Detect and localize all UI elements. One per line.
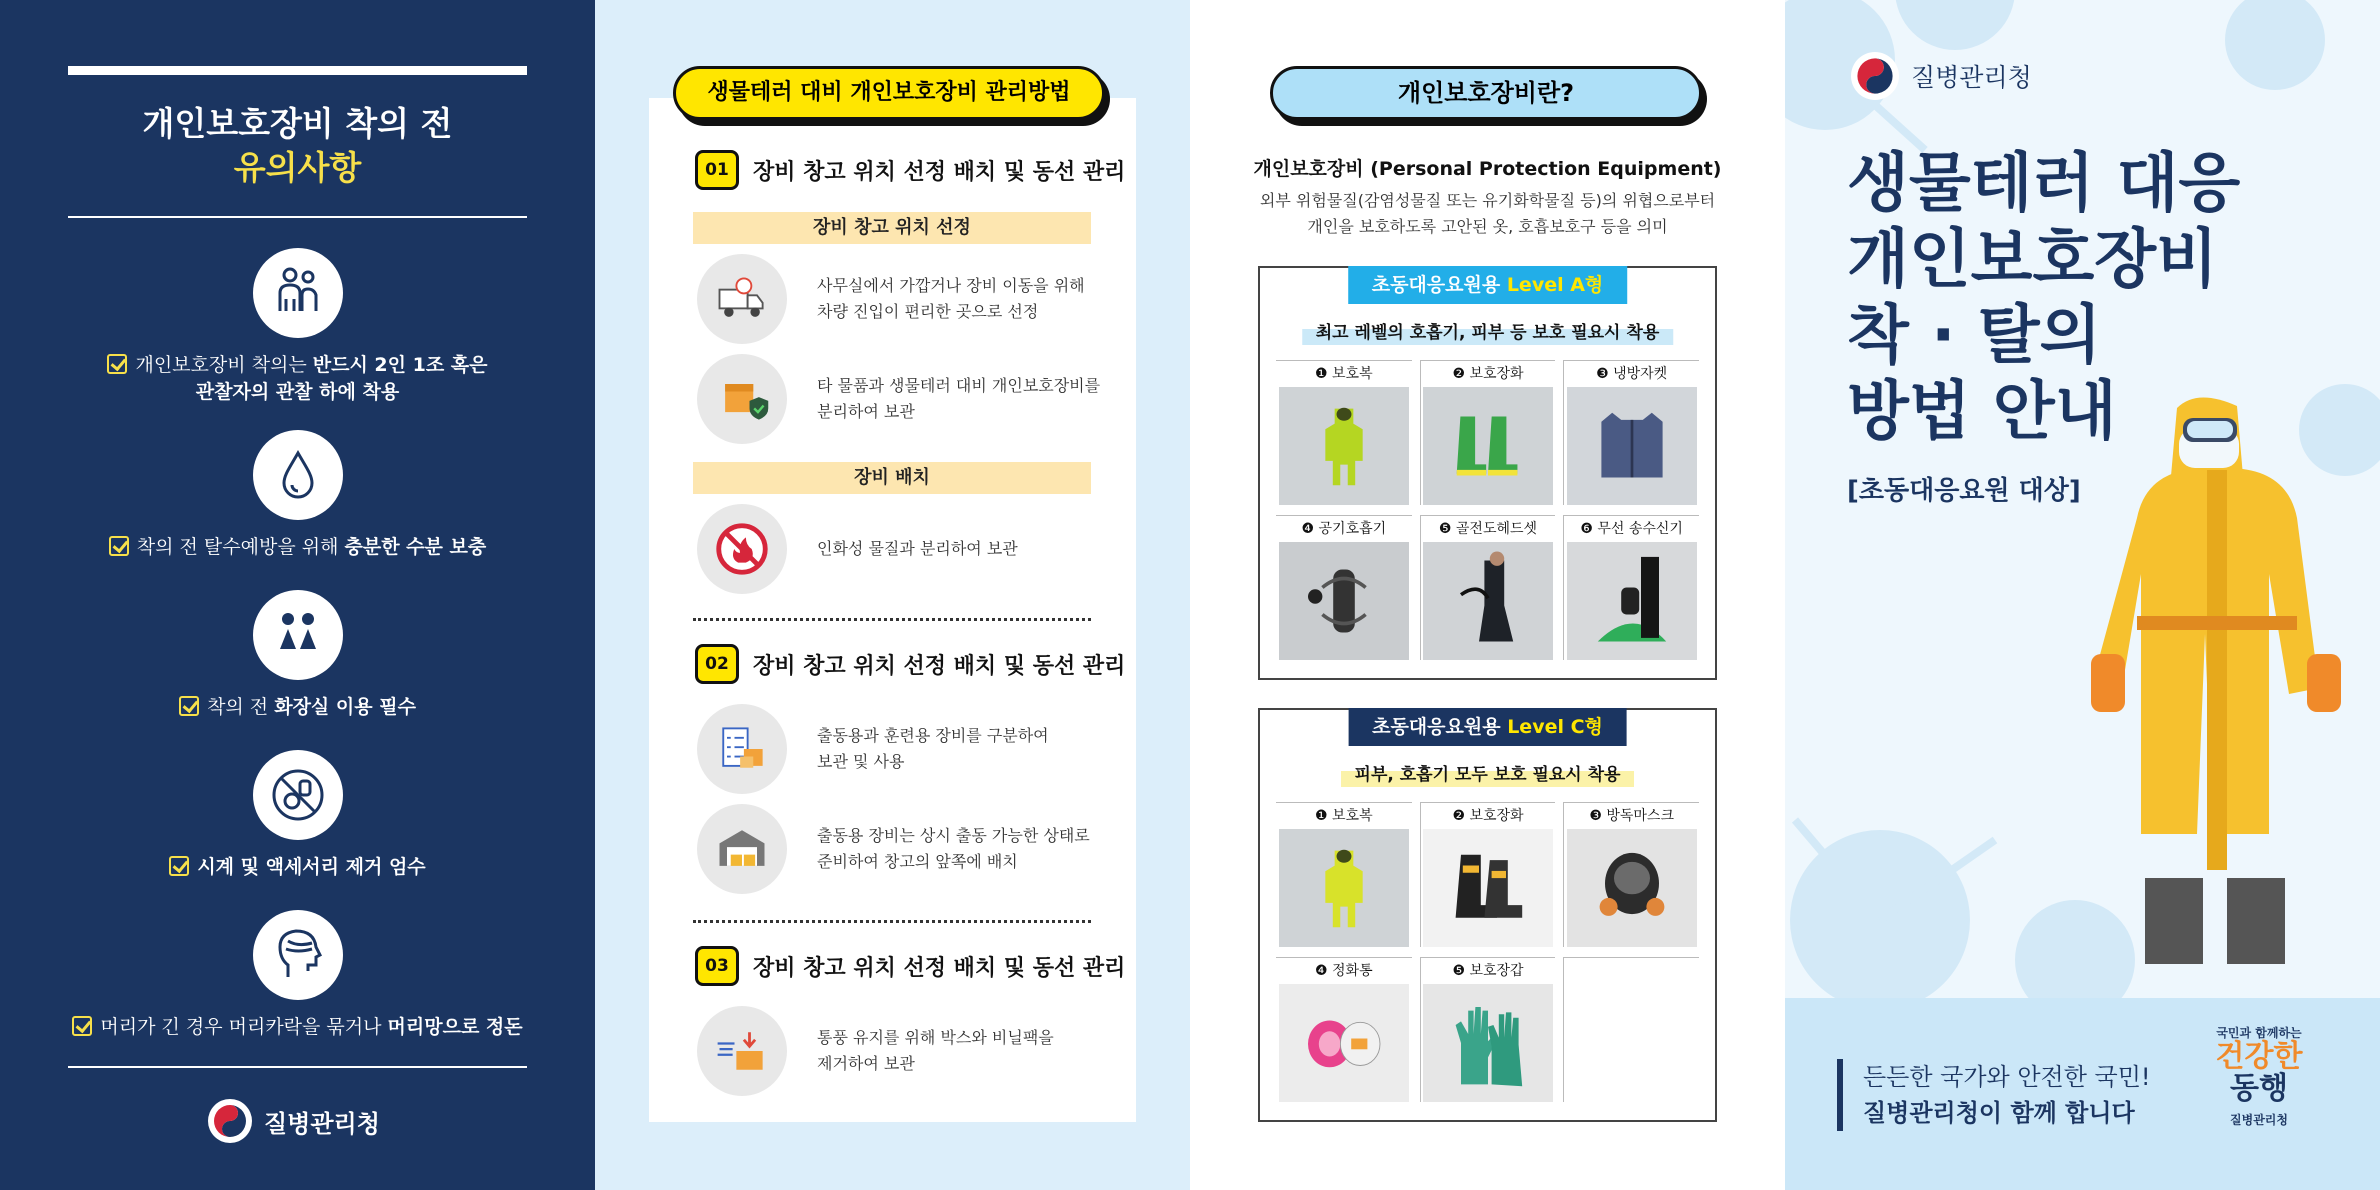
level-a-items [1276, 360, 1699, 660]
warehouse-icon [697, 804, 787, 894]
box-shield-icon [697, 354, 787, 444]
level-c-title: 초동대응요원용 Level C형 [1348, 708, 1627, 746]
head-hair-icon [253, 910, 343, 1000]
subsection-band: 장비 창고 위치 선정 [693, 212, 1091, 244]
check-icon [169, 856, 189, 876]
kcdc-logo: 질병관리청 [1851, 52, 2032, 100]
subsection-band: 장비 배치 [693, 462, 1091, 494]
cover-title: 생물테러 대응 개인보호장비 착 · 탈의 방법 안내 [1847, 147, 2241, 449]
ppe-item: ❹ 정화통 [1276, 957, 1412, 1102]
level-a-box [1258, 266, 1717, 680]
level-a-subtitle: 최고 레벨의 호흡기, 피부 등 보호 필요시 착용 [1302, 316, 1673, 345]
two-people-icon [253, 248, 343, 338]
level-c-subtitle: 피부, 호흡기 모두 보호 필요시 착용 [1341, 758, 1635, 787]
section-divider [693, 920, 1091, 923]
protective-suit-photo [1279, 829, 1409, 947]
list-item: 인화성 물질과 분리하여 보관 [697, 504, 1117, 594]
ppe-header-pill: 개인보호장비란? [1270, 66, 1702, 120]
panel-precautions [0, 0, 595, 1190]
campaign-badge: 국민과 함께하는 건강한 동행 질병관리청 [2215, 1026, 2303, 1127]
ppe-item: ❹ 공기호흡기 [1276, 515, 1412, 660]
section-divider [693, 618, 1091, 621]
panel-management [595, 0, 1190, 1190]
title-divider [68, 216, 527, 218]
ppe-item: ❷ 보호장화 [1420, 802, 1556, 947]
ppe-definition-title: 개인보호장비 (Personal Protection Equipment) [1253, 158, 1722, 180]
ppe-item: ❺ 보호장갑 [1420, 957, 1556, 1102]
list-item: 통풍 유지를 위해 박스와 비닐팩을 제거하여 보관 [697, 1006, 1117, 1096]
precaution-item: 착의 전 탈수예방을 위해 충분한 수분 보충 [0, 430, 595, 561]
section-02-header: 02 장비 창고 위치 선정 배치 및 동선 관리 [695, 644, 1125, 684]
delivery-truck-icon [697, 254, 787, 344]
ppe-item: ❻ 무선 송수신기 [1563, 515, 1699, 660]
taegeuk-logo-icon [208, 1099, 252, 1143]
boots-photo [1423, 387, 1553, 505]
ppe-item: ❶ 보호복 [1276, 802, 1412, 947]
checklist-box-icon [697, 704, 787, 794]
section-number: 03 [695, 946, 739, 986]
hazmat-worker-illustration [2077, 388, 2377, 968]
section-number: 02 [695, 644, 739, 684]
cooling-vest-photo [1567, 387, 1697, 505]
bottom-divider [68, 1066, 527, 1068]
level-c-items [1276, 802, 1699, 1102]
check-icon [107, 354, 127, 374]
headset-photo [1423, 542, 1553, 660]
no-watch-accessory-icon [253, 750, 343, 840]
no-flammable-icon [697, 504, 787, 594]
list-item: 사무실에서 가깝거나 장비 이동을 위해 차량 진입이 편리한 곳으로 선정 [697, 254, 1117, 344]
precaution-item: 착의 전 화장실 이용 필수 [0, 590, 595, 721]
panel1-title: 개인보호장비 착의 전 유의사항 [142, 104, 453, 187]
precaution-item: 개인보호장비 착의는 반드시 2인 1조 혹은 관찰자의 관찰 하에 착용 [0, 248, 595, 406]
level-c-box [1258, 708, 1717, 1122]
section-01-header: 01 장비 창고 위치 선정 배치 및 동선 관리 [695, 150, 1125, 190]
list-item: 출동용 장비는 상시 출동 가능한 상태로 준비하여 창고의 앞쪽에 배치 [697, 804, 1117, 894]
section-03-header: 03 장비 창고 위치 선정 배치 및 동선 관리 [695, 946, 1125, 986]
gas-mask-photo [1567, 829, 1697, 947]
panel-cover [1785, 0, 2380, 1190]
slogan: 든든한 국가와 안전한 국민! 질병관리청이 함께 합니다 [1837, 1059, 2151, 1131]
radio-transceiver-photo [1567, 542, 1697, 660]
check-icon [179, 696, 199, 716]
ventilation-box-icon [697, 1006, 787, 1096]
gloves-photo [1423, 984, 1553, 1102]
ppe-item: ❸ 방독마스크 [1563, 802, 1699, 947]
management-header-pill: 생물테러 대비 개인보호장비 관리방법 [673, 66, 1105, 120]
cover-subtitle: [초동대응요원 대상] [1847, 476, 2081, 506]
water-drop-icon [253, 430, 343, 520]
list-item: 타 물품과 생물테러 대비 개인보호장비를 분리하여 보관 [697, 354, 1117, 444]
taegeuk-logo-icon [1851, 52, 1899, 100]
kcdc-logo: 질병관리청 [208, 1099, 380, 1143]
canister-photo [1279, 984, 1409, 1102]
check-icon [72, 1016, 92, 1036]
list-item: 출동용과 훈련용 장비를 구분하여 보관 및 사용 [697, 704, 1117, 794]
management-card [649, 98, 1136, 1122]
top-divider [68, 66, 527, 75]
panel-ppe-definition [1190, 0, 1785, 1190]
ppe-item: ❶ 보호복 [1276, 360, 1412, 505]
ppe-item: ❷ 보호장화 [1420, 360, 1556, 505]
precaution-item: 시계 및 액세서리 제거 엄수 [0, 750, 595, 881]
ppe-item: ❸ 냉방자켓 [1563, 360, 1699, 505]
protective-suit-photo [1279, 387, 1409, 505]
ppe-definition-text: 외부 위험물질(감염성물질 또는 유기화학물질 등)의 위협으로부터 개인을 보호하도록 고안된 옷, 호흡보호구 등을 의미 [1259, 191, 1716, 236]
precaution-item: 머리가 긴 경우 머리카락을 묶거나 머리망으로 정돈 [0, 910, 595, 1041]
restroom-icon [253, 590, 343, 680]
section-number: 01 [695, 150, 739, 190]
breathing-apparatus-photo [1279, 542, 1409, 660]
ppe-item: ❺ 골전도헤드셋 [1420, 515, 1556, 660]
ppe-item-empty [1563, 957, 1699, 1102]
boots-photo [1423, 829, 1553, 947]
level-a-title: 초동대응요원용 Level A형 [1348, 266, 1628, 304]
check-icon [109, 536, 129, 556]
